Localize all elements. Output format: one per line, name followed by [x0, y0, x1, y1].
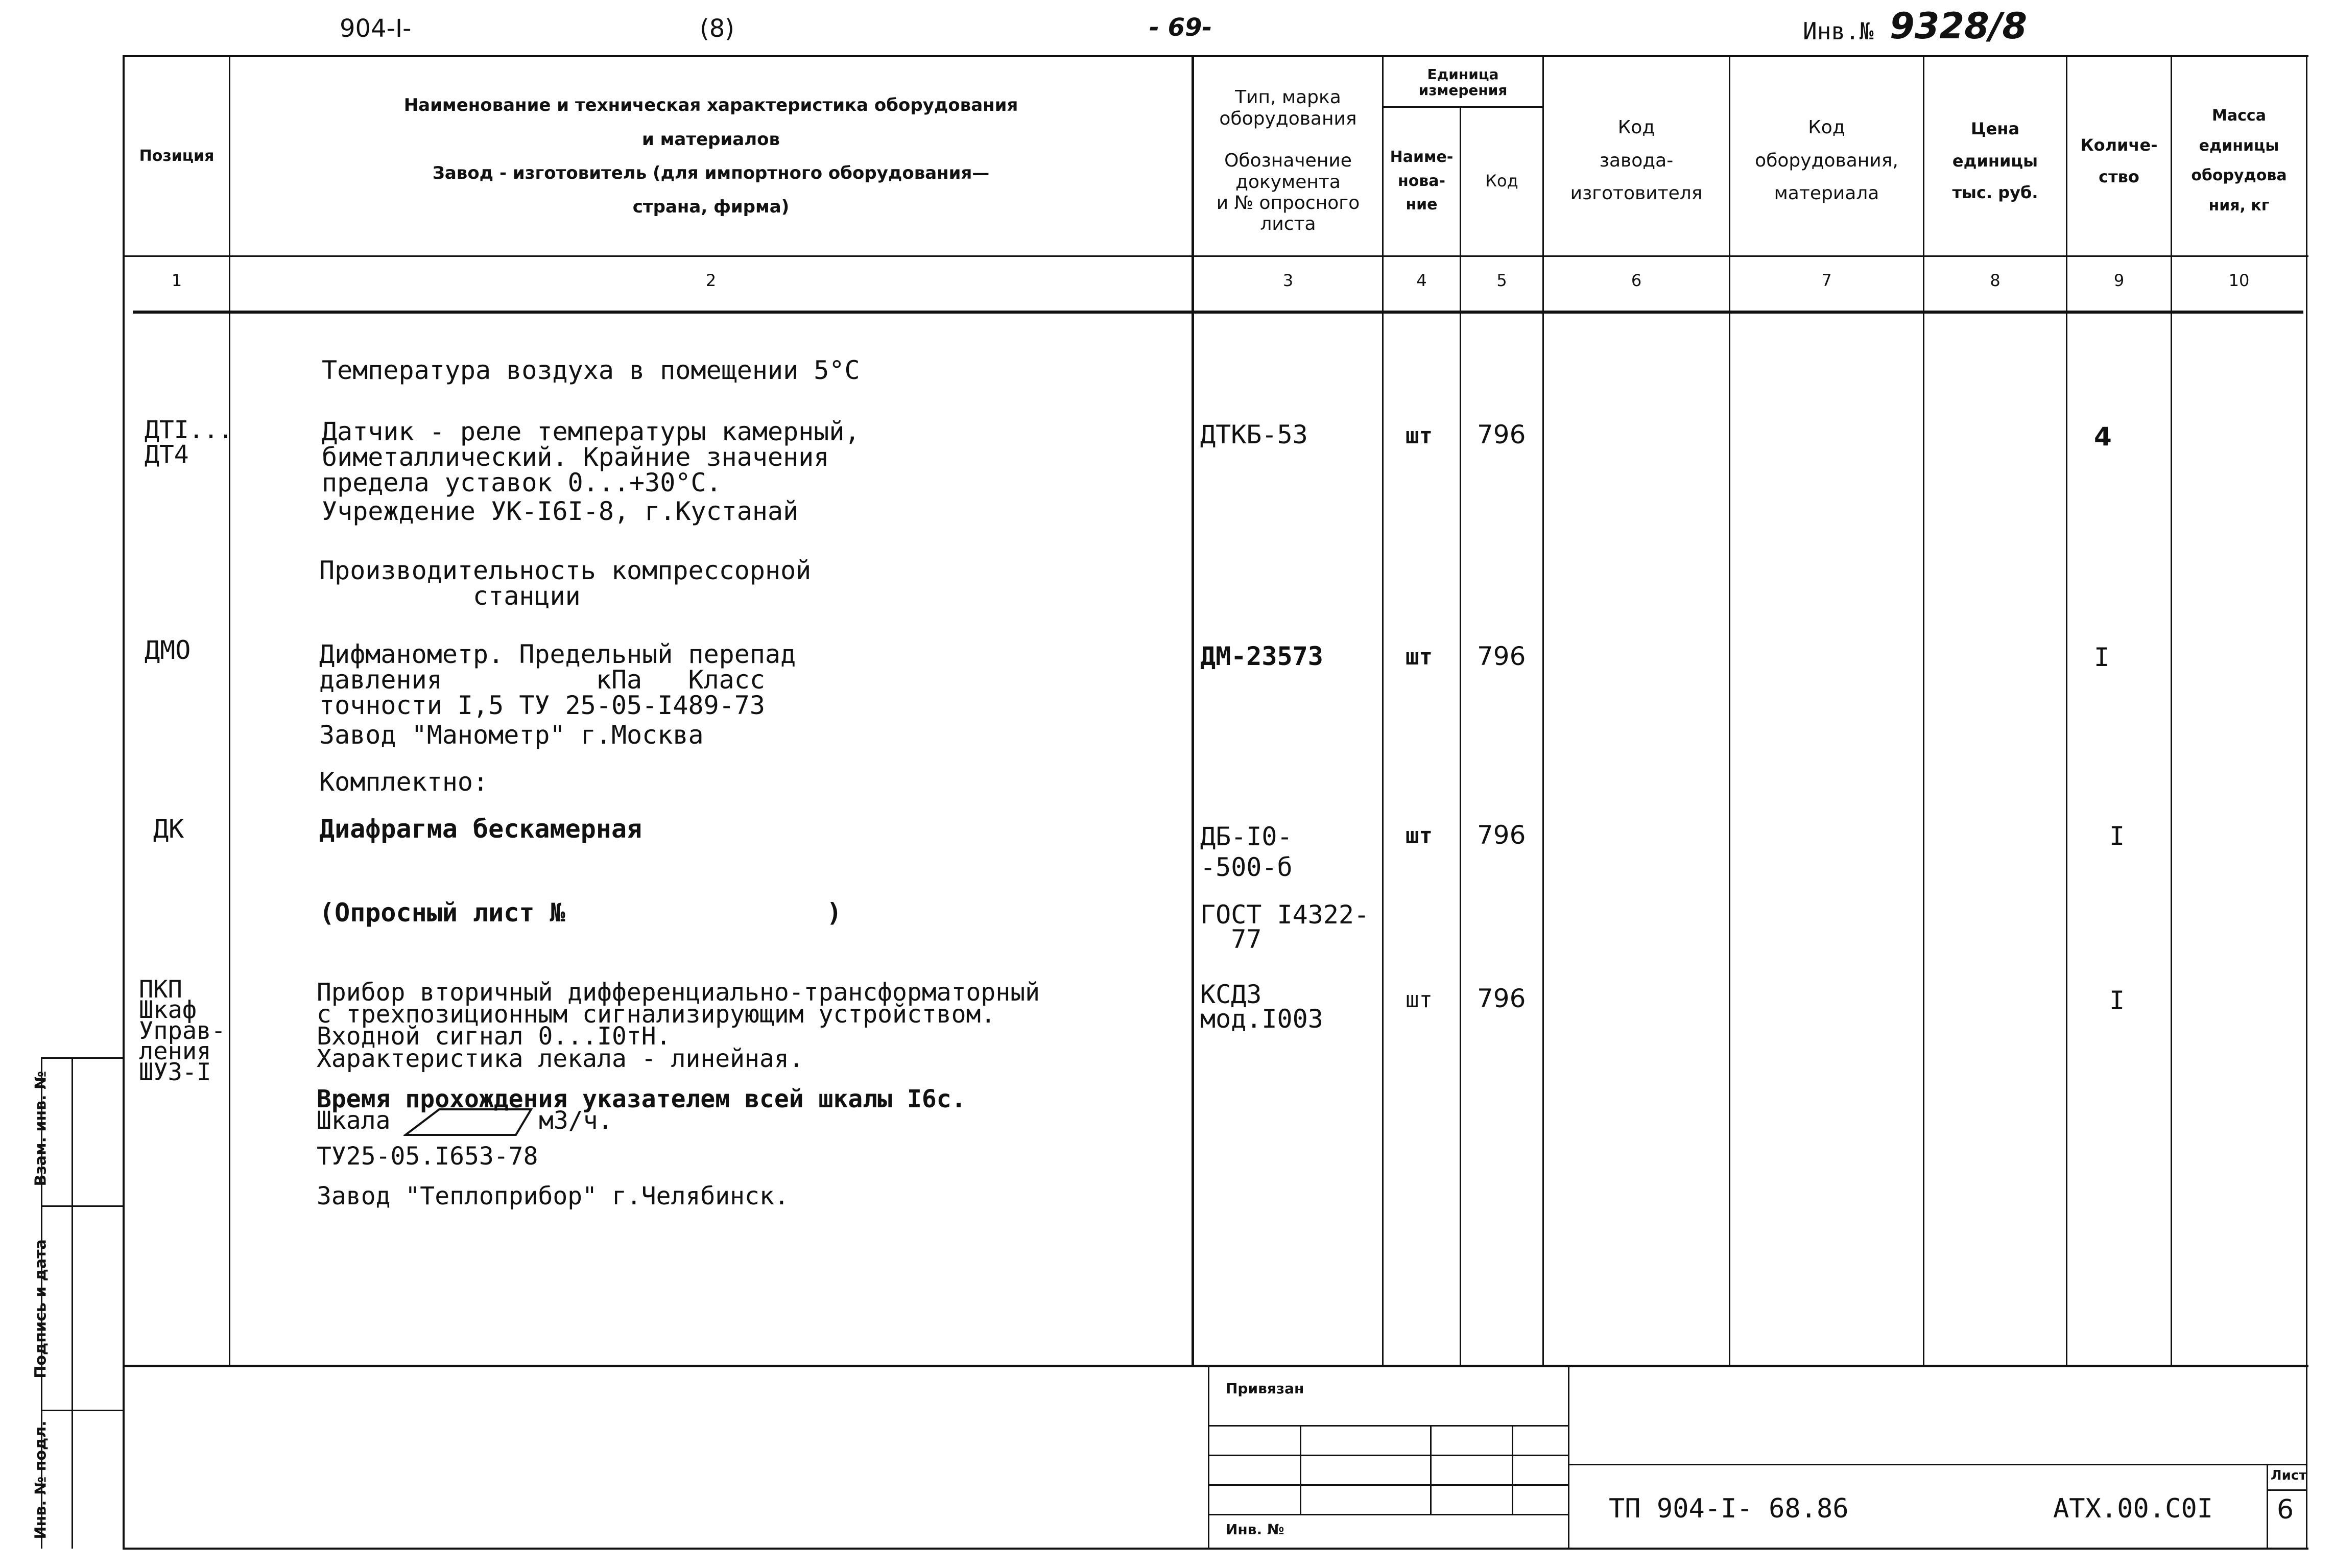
series-number: 904-I- [340, 14, 412, 43]
inventory-no-label: Инв. № [1226, 1521, 1284, 1538]
compressor-note: Производительность компрессорной станции [319, 556, 812, 611]
margin-line-inner [72, 1057, 73, 1549]
footer-grid-v2 [1430, 1425, 1432, 1514]
diaphragm-standard: ГОСТ I4322- 77 [1200, 900, 1370, 954]
header-unit-group: Единица измерения [1418, 66, 1508, 99]
sensor-unit-code: 796 [1477, 420, 1526, 449]
margin-top-line [41, 1057, 124, 1059]
stamp-sheet-divider [2267, 1464, 2268, 1549]
header-unit-code: Код [1485, 171, 1518, 191]
list-label: Лист [2271, 1468, 2307, 1483]
diaphragm-type: ДБ-I0- -500-б [1200, 822, 1293, 882]
stamp-line [1568, 1464, 2307, 1465]
page-number: - 69- [1149, 13, 1212, 42]
inventory-number: 9328/8 [1890, 5, 2028, 47]
sensor-type: ДТКБ-53 [1200, 420, 1308, 449]
col-line-4 [1460, 107, 1461, 1366]
col-number-10: 10 [2228, 271, 2250, 290]
col-number-6: 6 [1631, 271, 1642, 290]
instrument-scale-time: Время прохождения указателем всей шкалы I6с. [317, 1085, 966, 1113]
diaphragm-description: Диафрагма бескамерная [319, 814, 642, 844]
footer-grid-line-3 [1208, 1484, 1568, 1486]
instrument-type: КСДЗ мод.I003 [1200, 980, 1323, 1034]
instrument-quantity: I [2109, 986, 2125, 1015]
header-type: Тип, марка оборудования Обозначение документа и № опросного листа [1216, 87, 1360, 235]
footer-grid-line-4 [1208, 1514, 1568, 1515]
position-dmo: ДМО [145, 635, 191, 665]
col-line-9 [2171, 55, 2172, 1366]
diaphragm-quantity: I [2109, 821, 2125, 851]
col-number-2: 2 [705, 271, 717, 290]
col-number-4: 4 [1416, 271, 1427, 290]
inventory-label: Инв.№ [1803, 17, 1874, 45]
manometer-unit-code: 796 [1477, 642, 1526, 671]
sensor-unit: шт [1406, 423, 1433, 449]
manometer-type: ДМ-23573 [1200, 642, 1323, 671]
header-bottom-line [123, 255, 2308, 257]
sensor-description: Датчик - реле температуры камерный, биметаллический. Крайние значения предела уставок 0...+30°С. [322, 417, 860, 497]
manometer-description: Дифманометр. Предельный перепад давления кПа Класс точности I,5 ТУ 25-05-I489-73 [319, 639, 796, 720]
header-name: Наименование и техническая характеристика оборудования и материалов Завод - изготовитель (для импортного оборудования— страна, фирма) [403, 95, 1018, 218]
sensor-quantity: 4 [2094, 422, 2112, 452]
original-inventory-label: Инв. № подл. [32, 1420, 50, 1539]
header-price: Цена единицы тыс. руб. [1952, 119, 2038, 203]
list-number: 6 [2277, 1494, 2294, 1525]
diaphragm-unit: шт [1406, 823, 1433, 849]
footer-grid-line-2 [1208, 1455, 1568, 1456]
margin-divider-1 [41, 1205, 124, 1207]
replacement-inventory-label: Взам. инв. № [32, 1071, 50, 1186]
col-number-8: 8 [1990, 271, 2000, 290]
col-line-7 [1923, 55, 1924, 1366]
sheet-code: АТХ.00.С0I [2053, 1493, 2213, 1524]
document-code: ТП 904-I- 68.86 [1609, 1493, 1849, 1524]
footer-grid-v3 [1512, 1425, 1513, 1514]
manometer-quantity: I [2094, 643, 2110, 672]
instrument-scale-label: Шкала [317, 1106, 391, 1135]
column-numbers-bottom-line [133, 311, 2303, 314]
instrument-tu: ТУ25-05.I653-78 [317, 1142, 538, 1171]
complete-set-label: Комплектно: [319, 767, 489, 797]
scale-blank-field [403, 1107, 536, 1138]
col-number-1: 1 [171, 271, 182, 290]
col-line-8 [2066, 55, 2067, 1366]
signature-date-label: Подпись и дата [32, 1239, 50, 1379]
header-plant-code: Код завода- изготовителя [1570, 116, 1703, 204]
col-line-6 [1729, 55, 1730, 1366]
position-dt: ДТI... ДТ4 [145, 416, 233, 469]
header-position: Позиция [139, 147, 215, 165]
footer-grid-v1 [1300, 1425, 1301, 1514]
position-dk: ДК [153, 814, 184, 844]
footer-line-mid [1568, 1365, 1569, 1549]
table-bottom-line [123, 1365, 2308, 1367]
position-pkp: ПКП Шкаф Управ- ления ШУЗ-I [139, 976, 226, 1086]
col-number-7: 7 [1821, 271, 1832, 290]
stamp-sheet-line [2267, 1489, 2307, 1491]
attached-label: Привязан [1226, 1380, 1304, 1397]
header-mass: Масса единицы оборудова ния, кг [2191, 107, 2287, 215]
instrument-scale-unit: м3/ч. [539, 1106, 613, 1135]
sensor-plant: Учреждение УК-I6I-8, г.Кустанай [322, 496, 799, 526]
room-temperature-note: Температура воздуха в помещении 5°С [322, 355, 860, 385]
right-border [2306, 55, 2307, 1549]
instrument-description: Прибор вторичный дифференциально-трансформаторный с трехпозиционным сигнализирующим устройством. Входной сигнал 0...I0тН. Характеристика лекала - линейная. [317, 978, 1040, 1073]
questionnaire-reference: (Опросный лист № ) [319, 898, 842, 928]
col-number-9: 9 [2113, 271, 2125, 290]
margin-divider-2 [41, 1410, 124, 1411]
manometer-plant: Завод "Манометр" г.Москва [319, 720, 704, 750]
instrument-unit: шт [1406, 987, 1433, 1013]
instrument-unit-code: 796 [1477, 984, 1526, 1013]
header-equipment-code: Код оборудования, материала [1755, 116, 1898, 204]
footer-grid-line-1 [1208, 1425, 1568, 1427]
col-line-5 [1542, 55, 1544, 1366]
sheet-bottom-line [123, 1548, 2308, 1550]
header-quantity: Количе- ство [2080, 135, 2158, 186]
sheet-number: (8) [700, 14, 734, 43]
header-unit-name: Наиме- нова- ние [1390, 148, 1454, 214]
col-number-3: 3 [1282, 271, 1294, 290]
diaphragm-unit-code: 796 [1477, 820, 1526, 850]
footer-line-left [1208, 1365, 1209, 1549]
col-number-5: 5 [1496, 271, 1507, 290]
col-line-2 [1192, 55, 1194, 1366]
instrument-plant: Завод "Теплоприбор" г.Челябинск. [317, 1182, 789, 1210]
manometer-unit: шт [1406, 644, 1433, 670]
